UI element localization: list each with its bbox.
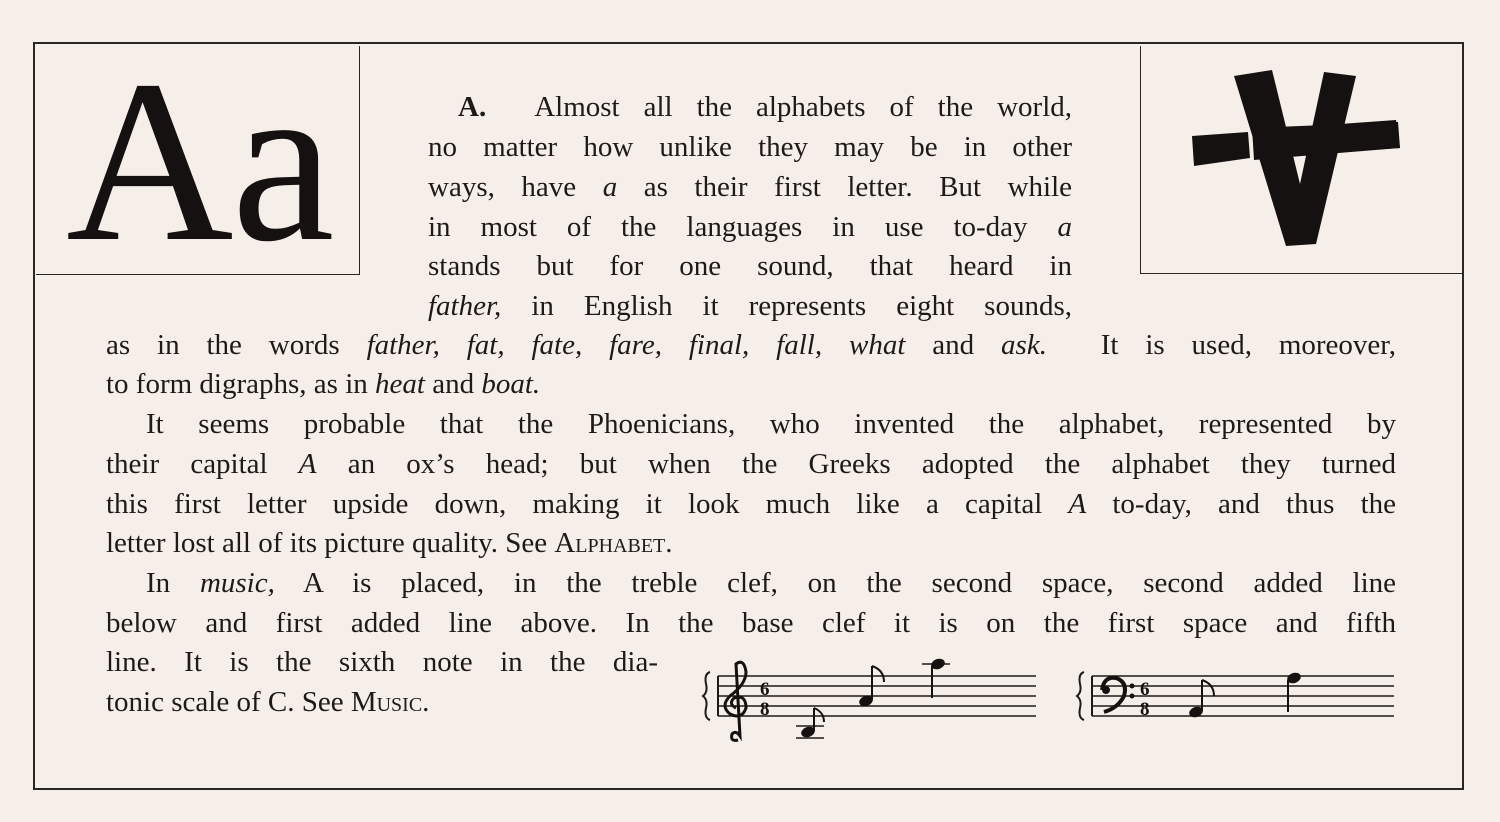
text-line: as in the words father, fat, fate, fare, final, fall, what and ask. It is used, moreover,: [106, 329, 1397, 361]
text-line: to form digraphs, as in heat and boat.: [106, 368, 541, 400]
note-high-a: [922, 657, 950, 698]
text-line: this first letter upside down, making it look much like a capital A to-day, and thus the: [106, 488, 1397, 520]
note-low-a: [800, 708, 824, 739]
see-music-reference: Music.: [350, 686, 430, 718]
bass-time-top: 6: [1140, 679, 1150, 700]
text-line: no matter how unlike they may be in other: [428, 131, 1072, 163]
note-mid-a: [858, 666, 884, 708]
bass-clef-icon: [1102, 678, 1135, 712]
treble-clef-icon: [725, 662, 746, 740]
text-line: It seems probable that the Phoenicians, who invented the alphabet, represented by: [146, 408, 1396, 440]
text-line: A. Almost all the alphabets of the world,: [458, 91, 1073, 123]
text-line: stands but for one sound, that heard in: [428, 250, 1072, 282]
text-line: In music, A is placed, in the treble clef, on the second space, second added line: [146, 567, 1397, 599]
phoenician-a-glyph: [1190, 62, 1402, 252]
text-line: ways, have a as their first letter. But while: [428, 171, 1073, 203]
treble-time-bottom: 8: [760, 699, 770, 720]
treble-time-top: 6: [760, 679, 770, 700]
text-line: tonic scale of C. See Music.: [106, 686, 430, 718]
treble-staff: [703, 672, 1036, 720]
see-alphabet-reference: Alphabet.: [554, 527, 673, 559]
text-line: line. It is the sixth note in the dia-: [106, 646, 658, 678]
text-line: their capital A an ox’s head; but when the Greeks adopted the alphabet they turned: [106, 448, 1397, 480]
music-staves: [700, 650, 1400, 760]
text-line: below and first added line above. In the base clef it is on the first space and fifth: [106, 607, 1396, 639]
bass-time-bottom: 8: [1140, 699, 1150, 720]
text-line: in most of the languages in use to-day a: [428, 211, 1072, 243]
text-line: father, in English it represents eight sounds,: [428, 290, 1073, 322]
text-line: letter lost all of its picture quality. See Alphabet.: [106, 527, 673, 559]
heading-letters: Aa: [66, 33, 333, 290]
